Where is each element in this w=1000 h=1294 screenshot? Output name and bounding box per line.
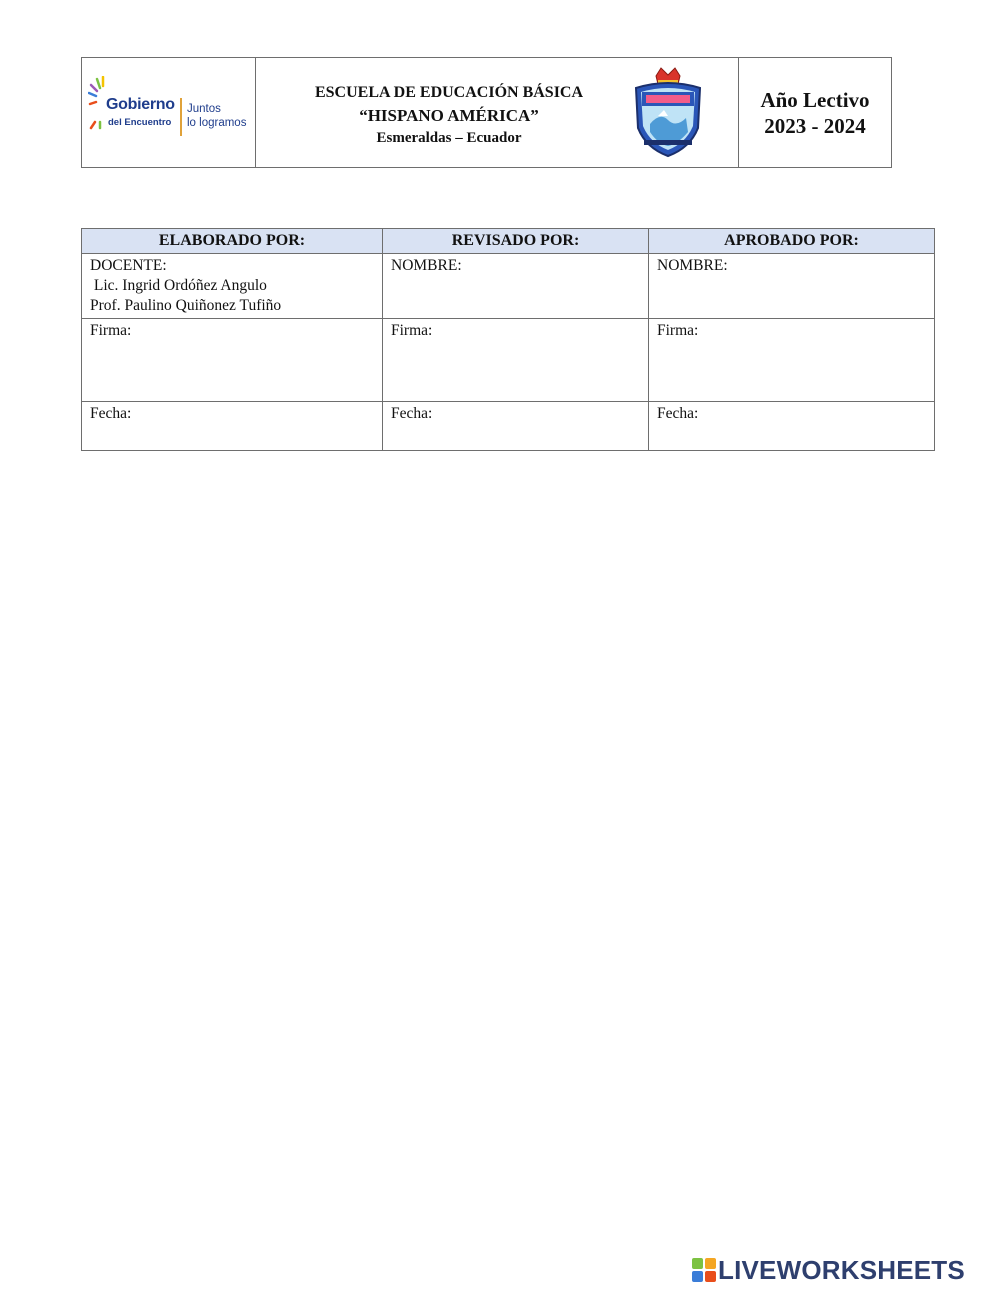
- liveworksheets-logo-icon: [692, 1258, 716, 1282]
- table-row-fecha: [82, 402, 935, 451]
- document-header: [81, 57, 892, 168]
- academic-year-cell: [739, 58, 891, 167]
- academic-year-range: 2023 - 2024: [764, 113, 866, 138]
- gobierno-del-encuentro-logo: [88, 76, 252, 146]
- elaborado-fecha-cell[interactable]: Fecha:: [82, 402, 383, 451]
- liveworksheets-watermark: [692, 1256, 988, 1284]
- revisado-fecha-cell[interactable]: Fecha:: [383, 402, 649, 451]
- column-header-elaborado: ELABORADO POR:: [82, 229, 383, 254]
- school-name: ESCUELA DE EDUCACIÓN BÁSICA “HISPANO AMÉRICA” Esmeraldas – Ecuador: [314, 84, 584, 146]
- logo-divider: [180, 98, 182, 136]
- aprobado-fecha-cell[interactable]: Fecha:: [649, 402, 935, 451]
- revisado-name-cell[interactable]: NOMBRE:: [383, 254, 649, 319]
- table-row-name: [82, 254, 935, 319]
- column-header-aprobado: APROBADO POR:: [649, 229, 935, 254]
- sunburst-icon: [88, 76, 108, 134]
- logo-subtitle: del Encuentro: [108, 117, 172, 128]
- aprobado-firma-cell[interactable]: Firma:: [649, 319, 935, 402]
- elaborado-name-cell: DOCENTE: Lic. Ingrid Ordóñez Angulo Prof. Paulino Quiñonez Tufiño: [82, 254, 383, 319]
- academic-year-label: Año Lectivo: [760, 87, 870, 112]
- government-logo-cell: [82, 58, 256, 167]
- watermark-text: LIVEWORKSHEETS: [718, 1255, 965, 1285]
- school-info-cell: [256, 58, 739, 167]
- revisado-firma-cell[interactable]: Firma:: [383, 319, 649, 402]
- column-header-revisado: REVISADO POR:: [383, 229, 649, 254]
- table-header-row: [82, 229, 935, 254]
- signature-table: [81, 228, 935, 451]
- logo-name: Gobierno: [106, 96, 175, 113]
- elaborado-firma-cell[interactable]: Firma:: [82, 319, 383, 402]
- logo-slogan: Juntos lo logramos: [187, 103, 247, 129]
- school-crest-icon: [628, 66, 708, 160]
- table-row-firma: [82, 319, 935, 402]
- aprobado-name-cell[interactable]: NOMBRE:: [649, 254, 935, 319]
